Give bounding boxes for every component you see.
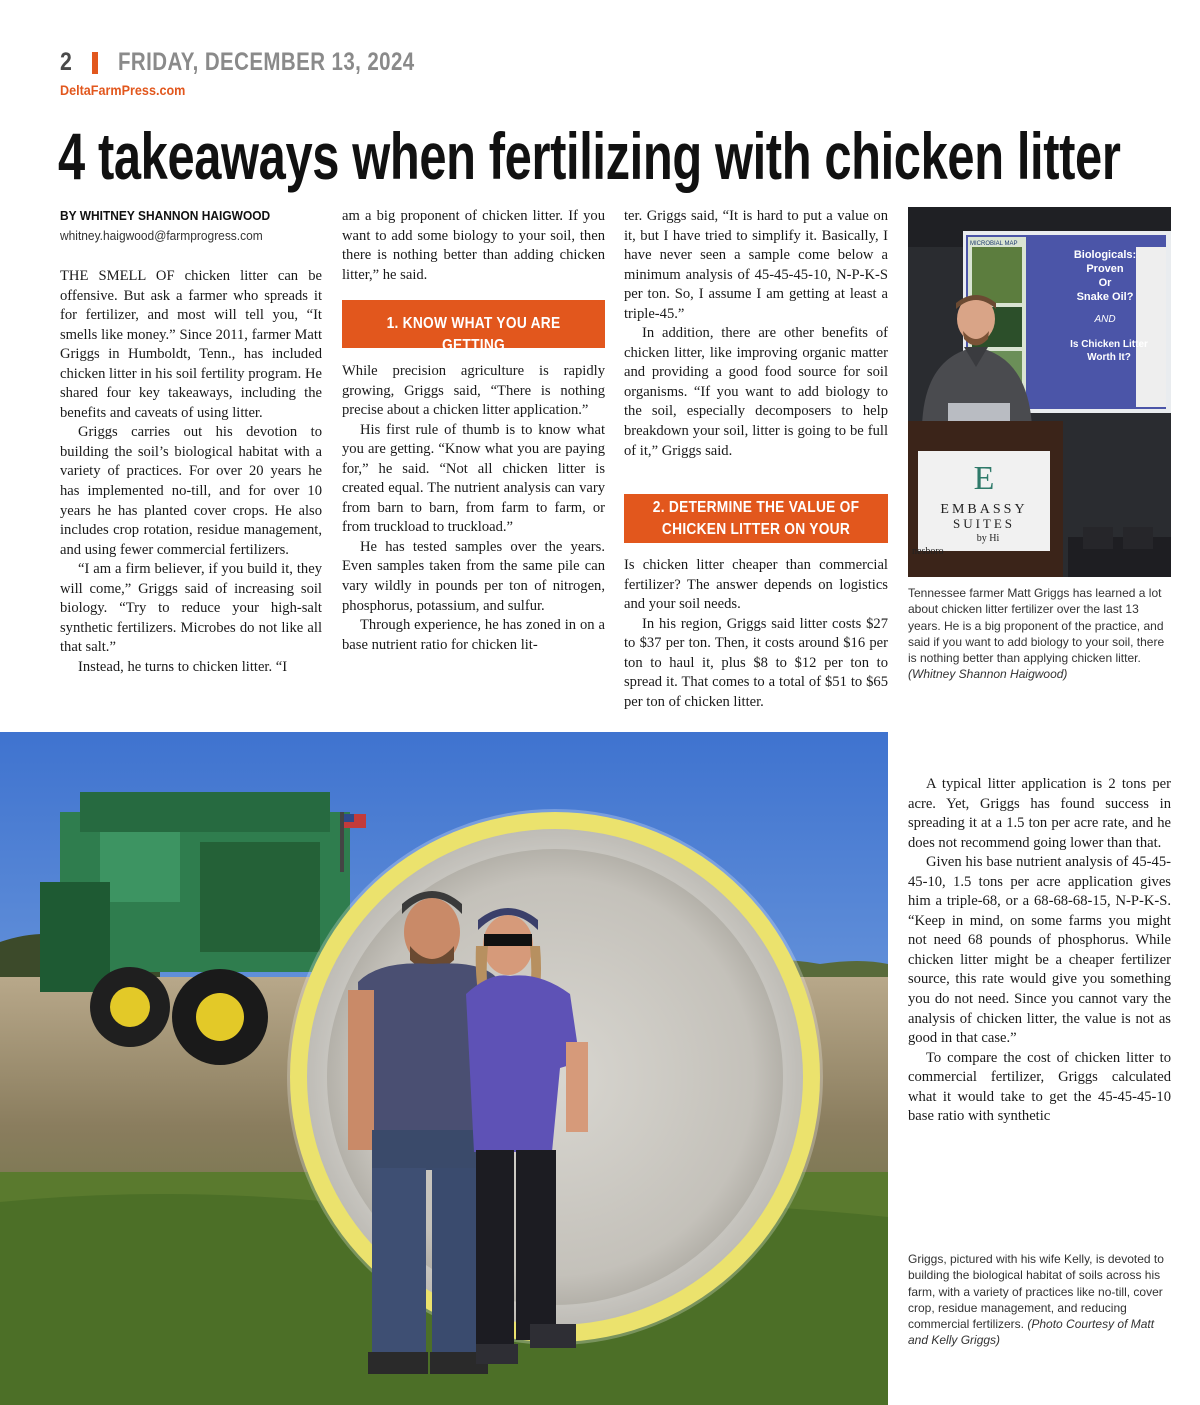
author-email: whitney.haigwood@farmprogress.com xyxy=(60,228,263,243)
slide-heading: MICROBIAL MAP xyxy=(970,241,1018,247)
podium-text-line-4: nesboro xyxy=(912,546,944,557)
podium-text-line-3: by Hi xyxy=(976,533,1000,544)
paragraph: THE SMELL OF chicken litter can be offensive. But ask a farmer who spreads it for fertilizer, and most will tell you, “It smells like money.” Since 2011, farmer Matt Griggs in Humboldt, Tenn., has included chicken litter in his soil fertility program. He shared four key takeaways, including the benefits and caveats of using litter. xyxy=(60,268,322,421)
article-column-3 xyxy=(624,207,888,461)
paragraph: Given his base nutrient analysis of 45-45-45-10, 1.5 tons per acre application gives him a triple-68, or a 68-68-68-15, N-P-K-S. “Keep in mind, on some farms you might not need 68 pounds of phosphorus. While chicken litter might be a cheaper fertilizer source, this rate would give you something you do not need. Since you cannot vary the analysis of chicken litter, the value is not as good in that case.” xyxy=(908,854,1171,1047)
article-column-2 xyxy=(342,207,605,285)
page-header xyxy=(60,48,1160,78)
slide-text-line-4: Snake Oil? xyxy=(1076,291,1134,303)
slide-text-line-1: Biologicals: xyxy=(1073,249,1137,261)
paragraph: His first rule of thumb is to know what you are getting. “Know what you are paying for,” he said. “Not all chicken litter is created equal. The nutrient analysis can vary from barn to barn, from farm to farm, or from truckload to truckload.” xyxy=(342,421,605,536)
slide-text-line-5: AND xyxy=(1094,314,1116,325)
paragraph: Through experience, he has zoned in on a base nutrient ratio for chicken lit- xyxy=(342,617,605,653)
slide-text-line-7: Worth It? xyxy=(1087,352,1131,363)
caption-text: Griggs, pictured with his wife Kelly, is devoted to building the biological habitat of soils across his farm, with a variety of practices like no-till, cover crop, residue management, and reducing commercial fertilizers. xyxy=(908,1252,1164,1332)
photo-credit: (Photo Courtesy of Matt and Kelly Griggs) xyxy=(908,1317,1155,1348)
paragraph: Griggs carries out his devotion to building the soil’s biological habitat with a variety of practices. For over 20 years he has implemented no-till, and for over 10 years he has planted cover crops. He also includes crop rotation, residue management, and using fewer commercial fertilizers. xyxy=(60,424,322,558)
paragraph: ter. Griggs said, “It is hard to put a value on it, but I have tried to simplify it. Basically, I have never seen a sample come below a minimum analysis of 45-45-45-10, N-P-K-S per ton. So, I assume I am getting at least a triple-45.” xyxy=(624,208,888,322)
paragraph: “I am a firm believer, if you build it, they will come,” Griggs said of increasing soil biology. “Try to reduce your high-salt synthetic fertilizers. Microbes do not like all that salt.” xyxy=(60,561,322,656)
couple-photo-illustration xyxy=(0,732,888,1405)
paragraph: A typical litter application is 2 tons per acre. Yet, Griggs has found success in spreading it at a 1.5 ton per acre rate, and he does not recommend going lower than that. xyxy=(908,776,1171,851)
caption-text: Tennessee farmer Matt Griggs has learned a lot about chicken litter fertilizer over the last 13 years. He is a big proponent of the practice, and said if you want to add biology to your soil, there is nothing better than applying chicken litter. xyxy=(908,586,1165,666)
paragraph: Is chicken litter cheaper than commercial fertilizer? The answer depends on logistics and your soil needs. xyxy=(624,557,888,613)
section-subhead-1 xyxy=(342,300,605,354)
byline: BY WHITNEY SHANNON HAIGWOOD xyxy=(60,208,271,223)
photo-credit: (Whitney Shannon Haigwood) xyxy=(908,667,1068,682)
podium-text-line-2: SUITES xyxy=(952,516,1016,531)
site-name: DeltaFarmPress.com xyxy=(60,82,186,98)
subhead-text-line-1: 2. DETERMINE THE VALUE OF xyxy=(652,499,860,516)
paragraph: To compare the cost of chicken litter to commercial fertilizer, Griggs calculated what it would take to get the 45-45-45-10 base ratio with synthetic xyxy=(908,1049,1171,1125)
article-column-3-continued xyxy=(624,556,888,712)
paragraph: In addition, there are other benefits of chicken litter, like improving organic matter and providing a good food source for soil organisms. “If you want to add biology to the soil, especially decomposers to help breakdown your soil, litter is going to be full of it,” Griggs said. xyxy=(624,325,888,459)
speaker-photo-caption xyxy=(908,585,1171,683)
podium-logo-letter: E xyxy=(973,460,995,497)
issue-date: FRIDAY, DECEMBER 13, 2024 xyxy=(118,48,415,76)
couple-photo-caption xyxy=(908,1251,1171,1349)
article-column-4 xyxy=(908,775,1171,1127)
speaker-photo-illustration xyxy=(908,207,1171,577)
couple-photo xyxy=(0,732,888,1405)
subhead-text-line-2: CHICKEN LITTER ON YOUR ACRES xyxy=(661,521,851,560)
paragraph: He has tested samples over the years. Even samples taken from the same pile can vary wildly in pounds per ton of nitrogen, phosphorus, potassium, and sulfur. xyxy=(342,538,605,614)
article-column-2-continued xyxy=(342,362,605,655)
article-column-1 xyxy=(60,267,322,677)
paragraph: In his region, Griggs said litter costs $27 to $37 per ton. Then, it costs around $16 per ton to haul it, plus $8 to $12 per ton to spread it. That comes to a total of $51 to $65 per ton of chicken litter. xyxy=(624,615,888,710)
podium-text-line-1: EMBASSY xyxy=(940,502,1028,517)
speaker-photo xyxy=(908,207,1171,577)
header-divider-bar xyxy=(92,52,98,74)
subhead-text: 1. KNOW WHAT YOU ARE GETTING xyxy=(386,315,561,354)
paragraph: am a big proponent of chicken litter. If you want to add some biology to your soil, then there is nothing better than adding chicken litter,” he said. xyxy=(342,208,605,283)
paragraph: While precision agriculture is rapidly growing, Griggs said, “There is nothing precise about a chicken litter application.” xyxy=(342,363,605,419)
slide-text-line-3: Or xyxy=(1098,277,1112,289)
page-number: 2 xyxy=(60,48,72,76)
slide-text-line-2: Proven xyxy=(1086,263,1124,275)
slide-text-line-6: Is Chicken Litter xyxy=(1070,339,1148,350)
article-headline: 4 takeaways when fertilizing with chicken litter xyxy=(58,119,1121,193)
paragraph: Instead, he turns to chicken litter. “I xyxy=(78,658,288,675)
section-subhead-2 xyxy=(624,494,888,560)
